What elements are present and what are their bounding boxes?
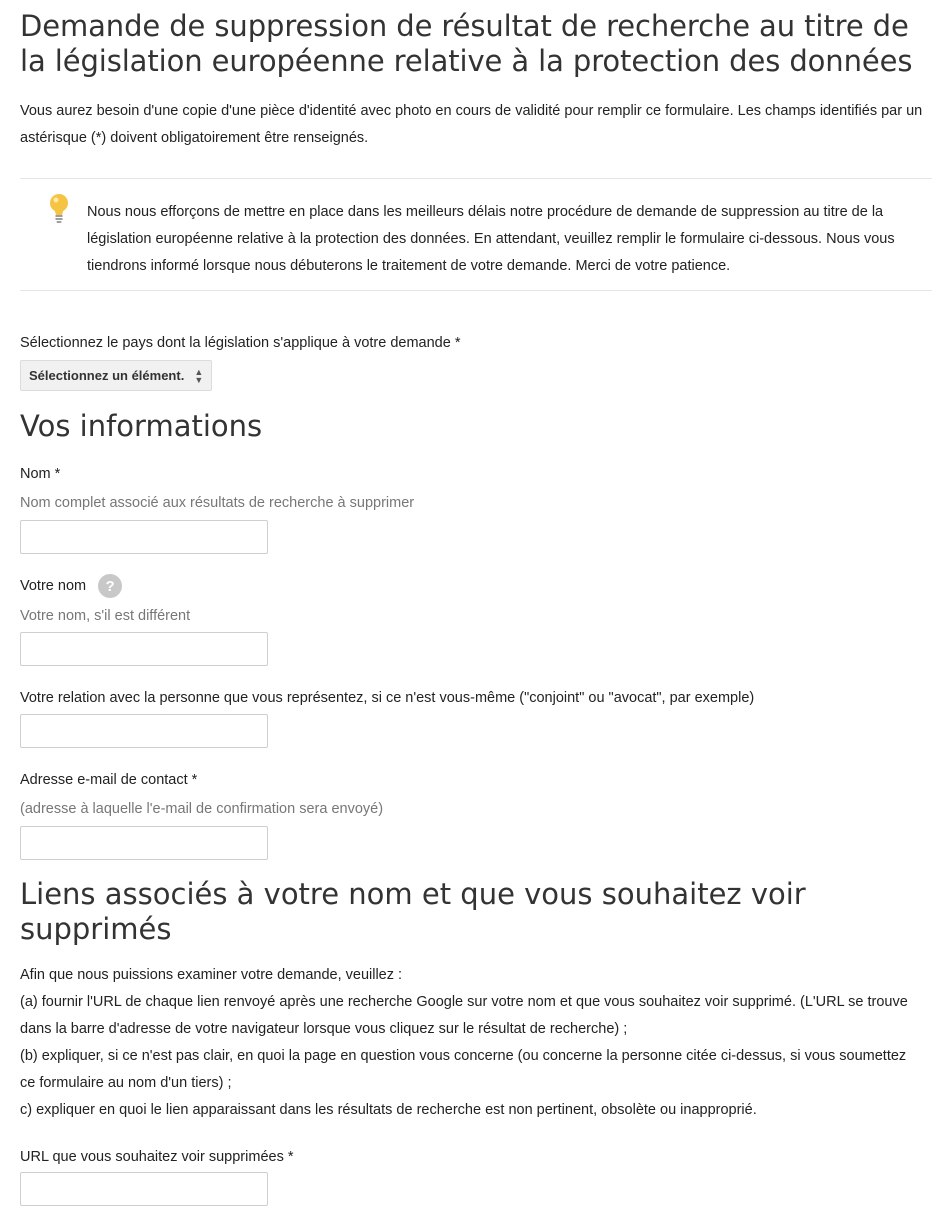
- section-heading-links: Liens associés à votre nom et que vous souhaitez voir supprimés: [20, 877, 806, 946]
- page-title: Demande de suppression de résultat de recherche au titre de la législation européenne relative à la protection des données: [20, 9, 913, 78]
- instruction-line: c) expliquer en quoi le lien apparaissant dans les résultats de recherche est non pertinent, obsolète ou inapproprié.: [20, 1102, 757, 1118]
- notice-text: Nous nous efforçons de mettre en place dans les meilleurs délais notre procédure de demande de suppression au titre de la législation européenne relative à la protection des données. En attendant, veuillez remplir le formulaire ci-dessous. Nous vous tiendrons informé lorsque nous débuterons le traitement de votre demande. Merci de votre patience.: [87, 204, 895, 274]
- section-heading-info: Vos informations: [20, 409, 263, 443]
- email-input[interactable]: [20, 826, 268, 860]
- your-name-input[interactable]: [20, 632, 268, 666]
- instruction-line: Afin que nous puissions examiner votre demande, veuillez :: [20, 967, 403, 983]
- url-input[interactable]: [20, 1172, 268, 1206]
- country-select[interactable]: [20, 360, 212, 391]
- select-arrows-icon: ▲ ▼: [194, 366, 204, 385]
- email-hint: (adresse à laquelle l'e-mail de confirmation sera envoyé): [20, 801, 384, 817]
- email-label: Adresse e-mail de contact *: [20, 772, 198, 788]
- links-instructions: [20, 962, 920, 1124]
- relation-label: Votre relation avec la personne que vous représentez, si ce n'est vous-même ("conjoint" ou "avocat", par exemple): [20, 690, 755, 706]
- relation-input[interactable]: [20, 714, 268, 748]
- instruction-line: (b) expliquer, si ce n'est pas clair, en quoi la page en question vous concerne (ou concerne la personne citée ci-dessus, si vous soumettez ce formulaire au nom d'un tiers) ;: [20, 1048, 907, 1091]
- your-name-hint: Votre nom, s'il est différent: [20, 608, 191, 624]
- name-input[interactable]: [20, 520, 268, 554]
- country-select-value: Sélectionnez un élément.: [29, 368, 185, 383]
- intro-text: Vous aurez besoin d'une copie d'une pièce d'identité avec photo en cours de validité pour remplir ce formulaire. Les champs identifiés par un astérisque (*) doivent obligatoirement être renseignés.: [20, 103, 923, 146]
- notice-box: [20, 178, 932, 291]
- lightbulb-icon: [44, 191, 74, 227]
- help-icon[interactable]: ?: [98, 574, 122, 598]
- country-label: Sélectionnez le pays dont la législation s'applique à votre demande *: [20, 335, 461, 351]
- your-name-label: Votre nom: [20, 578, 87, 595]
- url-label: URL que vous souhaitez voir supprimées *: [20, 1149, 294, 1165]
- instruction-line: (a) fournir l'URL de chaque lien renvoyé après une recherche Google sur votre nom et que vous souhaitez voir supprimé. (L'URL se trouve dans la barre d'adresse de votre navigateur lorsque vous cliquez sur le résultat de recherche) ;: [20, 994, 908, 1037]
- name-hint: Nom complet associé aux résultats de recherche à supprimer: [20, 495, 415, 511]
- name-label: Nom *: [20, 466, 61, 482]
